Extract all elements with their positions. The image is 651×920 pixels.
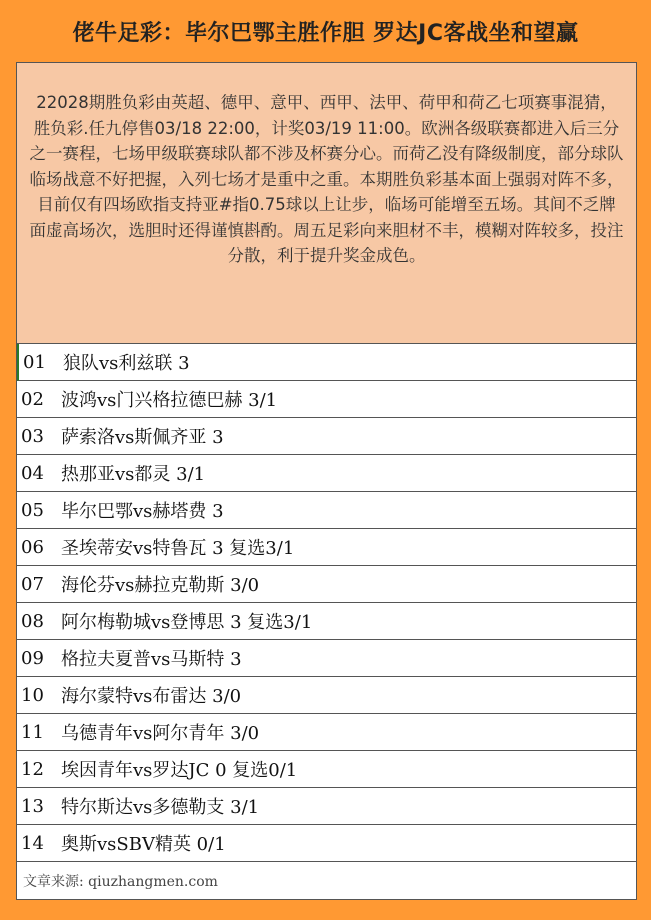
match-number: 10	[21, 684, 44, 706]
match-row	[17, 492, 636, 529]
match-number: 06	[21, 536, 44, 558]
match-row	[17, 381, 636, 418]
match-pick: 萨索洛vs斯佩齐亚 3	[61, 427, 224, 448]
match-row	[17, 640, 636, 677]
match-number: 05	[21, 499, 44, 521]
content-card	[16, 62, 637, 900]
match-pick: 狼队vs利兹联 3	[63, 353, 190, 374]
match-number: 11	[21, 721, 44, 743]
match-row	[17, 751, 636, 788]
match-row	[17, 677, 636, 714]
match-list	[17, 344, 636, 862]
match-number: 08	[21, 610, 44, 632]
match-row	[17, 418, 636, 455]
page-title: 佬牛足彩：毕尔巴鄂主胜作胆 罗达JC客战坐和望赢	[72, 20, 579, 46]
match-number: 09	[21, 647, 44, 669]
match-pick: 埃因青年vs罗达JC 0 复选0/1	[61, 760, 298, 781]
match-row	[17, 455, 636, 492]
match-number: 02	[21, 388, 44, 410]
intro-paragraph: 22028期胜负彩由英超、德甲、意甲、西甲、法甲、荷甲和荷乙七项赛事混猜，胜负彩.任九停售03/18 22:00，计奖03/19 11:00。欧洲各级联赛都进入后三分之一赛程，七场甲级联赛球队都不涉及杯赛分心。而荷乙没有降级制度，部分球队临场战意不好把握，入列七场才是重中之重。本期胜负彩基本面上强弱对阵不多，目前仅有四场欧指支持亚#指0.75球以上让步，临场可能增至五场。其间不乏牌面虚高场次，选胆时还得谨慎斟酌。周五足彩向来胆材不丰，模糊对阵较多，投注分散，利于提升奖金成色。	[17, 63, 636, 344]
match-pick: 奥斯vsSBV精英 0/1	[61, 834, 226, 855]
match-pick: 乌德青年vs阿尔青年 3/0	[61, 723, 260, 744]
match-number: 07	[21, 573, 44, 595]
match-pick: 阿尔梅勒城vs登博思 3 复选3/1	[61, 612, 313, 633]
match-number: 01	[23, 351, 46, 373]
match-number: 04	[21, 462, 44, 484]
match-row	[17, 344, 636, 381]
match-pick: 圣埃蒂安vs特鲁瓦 3 复选3/1	[61, 538, 295, 559]
match-number: 03	[21, 425, 44, 447]
match-row	[17, 788, 636, 825]
match-row	[17, 566, 636, 603]
match-pick: 特尔斯达vs多德勒支 3/1	[61, 797, 260, 818]
match-pick: 毕尔巴鄂vs赫塔费 3	[61, 501, 224, 522]
match-pick: 海伦芬vs赫拉克勒斯 3/0	[61, 575, 260, 596]
match-row	[17, 714, 636, 751]
match-number: 13	[21, 795, 44, 817]
match-row	[17, 603, 636, 640]
article-source: 文章来源: qiuzhangmen.com	[23, 873, 218, 890]
match-row	[17, 529, 636, 566]
match-pick: 海尔蒙特vs布雷达 3/0	[61, 686, 242, 707]
match-pick: 热那亚vs都灵 3/1	[61, 464, 206, 485]
match-row	[17, 825, 636, 862]
match-pick: 波鸿vs门兴格拉德巴赫 3/1	[61, 390, 278, 411]
match-number: 14	[21, 832, 44, 854]
match-number: 12	[21, 758, 44, 780]
match-pick: 格拉夫夏普vs马斯特 3	[61, 649, 242, 670]
